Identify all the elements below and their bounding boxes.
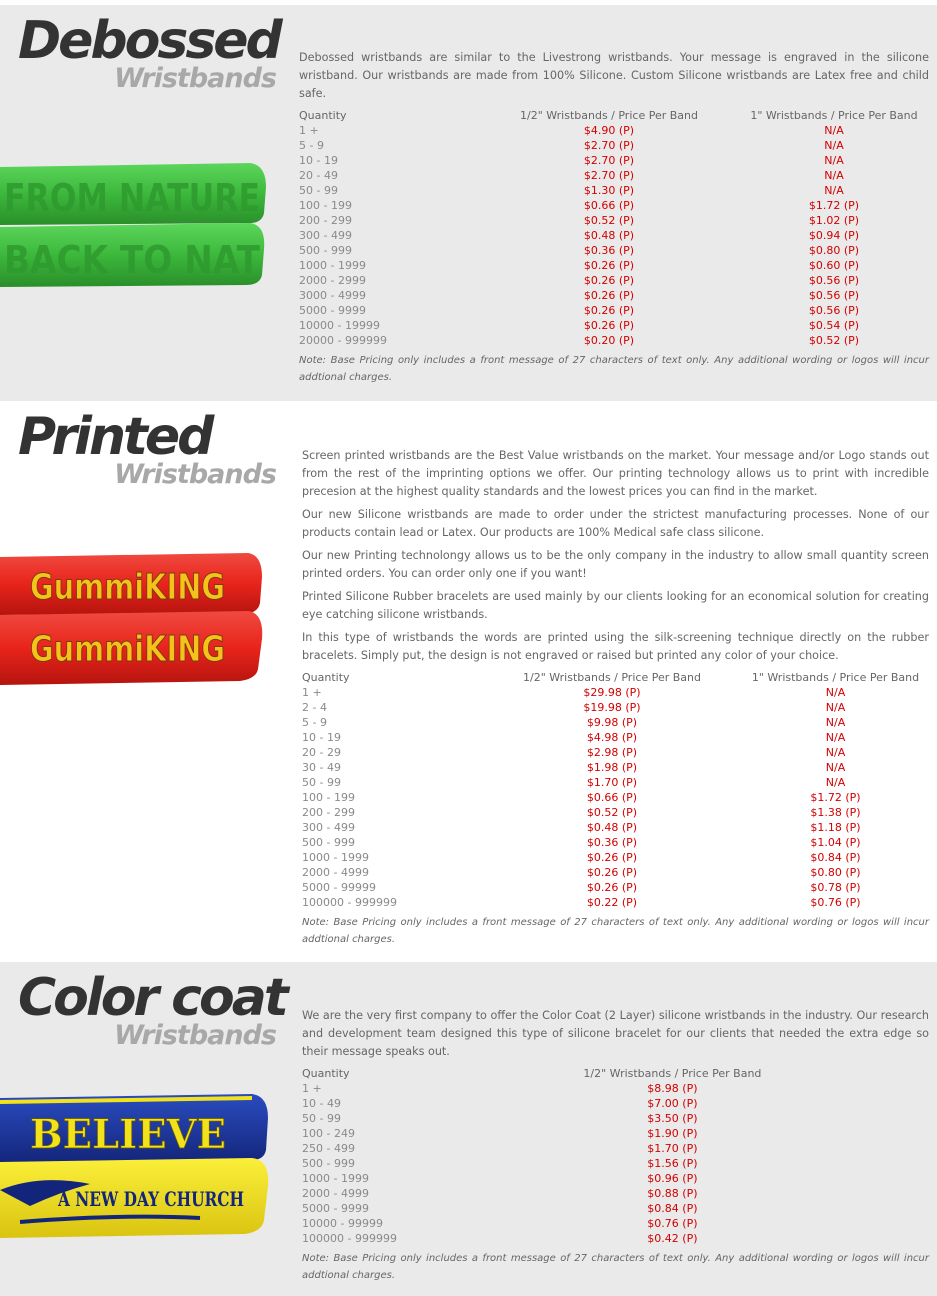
price-table-header [299, 108, 929, 123]
section-color-coat [0, 962, 937, 1296]
price-table-header [302, 670, 929, 685]
description-paragraph: Printed Silicone Rubber bracelets are used mainly by our clients looking for an economical solution for creating eye catching silicone wristbands. [302, 590, 929, 621]
half-inch-price-cell: $0.20 (P) [583, 334, 635, 347]
half-inch-price-cell: $0.76 (P) [647, 1217, 698, 1230]
quantity-cell: 300 - 499 [302, 821, 355, 834]
one-inch-price-cell: N/A [825, 686, 846, 699]
price-table-row [302, 1156, 929, 1171]
half-inch-price-cell: $2.70 (P) [583, 139, 635, 152]
price-table-row [302, 805, 929, 820]
section-subtitle: Wristbands [114, 63, 276, 94]
section-content [302, 447, 929, 948]
price-table-row [302, 850, 929, 865]
quantity-cell: 500 - 999 [299, 244, 352, 257]
half-inch-price-cell: $1.56 (P) [647, 1157, 698, 1170]
quantity-cell: 500 - 999 [302, 836, 355, 849]
quantity-cell: 100 - 249 [302, 1127, 355, 1140]
price-table-row [302, 1096, 929, 1111]
half-inch-price-cell: $1.98 (P) [586, 761, 638, 774]
quantity-cell: 1 + [299, 124, 319, 137]
half-inch-price-cell: $1.90 (P) [647, 1127, 698, 1140]
price-table-row [302, 685, 929, 700]
half-inch-price-cell: $0.26 (P) [583, 304, 635, 317]
price-table-row [299, 333, 929, 348]
price-table-row [302, 730, 929, 745]
price-table-row [302, 1231, 929, 1246]
half-inch-price-cell: $0.26 (P) [586, 866, 638, 879]
one-inch-price-cell: N/A [825, 746, 846, 759]
one-inch-price-cell: N/A [825, 731, 846, 744]
quantity-cell: 3000 - 4999 [299, 289, 366, 302]
section-content [302, 1007, 929, 1284]
half-inch-price-cell: $0.48 (P) [586, 821, 638, 834]
one-inch-price-cell: N/A [825, 776, 846, 789]
quantity-cell: 1000 - 1999 [302, 851, 369, 864]
quantity-cell: 500 - 999 [302, 1157, 355, 1170]
section-subtitle: Wristbands [114, 1020, 276, 1051]
red-wristband-image [0, 549, 270, 694]
half-inch-price-cell: $1.30 (P) [583, 184, 635, 197]
quantity-cell: 20 - 29 [302, 746, 341, 759]
price-table-row [299, 303, 929, 318]
price-table-row [299, 153, 929, 168]
price-table-row [302, 790, 929, 805]
quantity-cell: 100 - 199 [302, 791, 355, 804]
half-inch-price-cell: $0.52 (P) [583, 214, 635, 227]
half-inch-price-cell: $0.66 (P) [583, 199, 635, 212]
quantity-cell: 300 - 499 [299, 229, 352, 242]
header-one-inch: 1" Wristbands / Price Per Band [751, 671, 920, 684]
price-table-row [302, 715, 929, 730]
quantity-cell: 5 - 9 [299, 139, 324, 152]
half-inch-price-cell: $29.98 (P) [583, 686, 641, 699]
pricing-note: Note: Base Pricing only includes a front message of 27 characters of text only. Any additional wording or logos will incur addtional charges. [302, 1253, 929, 1281]
pricing-note: Note: Base Pricing only includes a front message of 27 characters of text only. Any additional wording or logos will incur addtional charges. [299, 355, 929, 383]
one-inch-price-cell: N/A [824, 169, 844, 182]
quantity-cell: 50 - 99 [299, 184, 338, 197]
price-table [302, 1066, 929, 1246]
price-table-row [302, 760, 929, 775]
price-table-row [302, 1186, 929, 1201]
one-inch-price-cell: $0.60 (P) [808, 259, 860, 272]
quantity-cell: 5000 - 9999 [299, 304, 366, 317]
one-inch-price-cell: N/A [825, 701, 846, 714]
section-title: Printed [18, 407, 212, 467]
description-paragraph: Our new Printing technolongy allows us to be the only company in the industry to allow small quantity screen printed orders. You can order only one if you want! [302, 549, 929, 580]
one-inch-price-cell: $1.04 (P) [810, 836, 861, 849]
price-table-row [302, 1081, 929, 1096]
header-one-inch: 1" Wristbands / Price Per Band [750, 109, 918, 122]
one-inch-price-cell: N/A [824, 139, 844, 152]
half-inch-price-cell: $4.98 (P) [586, 731, 638, 744]
half-inch-price-cell: $19.98 (P) [583, 701, 641, 714]
header-half-inch: 1/2" Wristbands / Price Per Band [583, 1067, 762, 1080]
quantity-cell: 10 - 49 [302, 1097, 341, 1110]
header-quantity: Quantity [302, 671, 350, 684]
half-inch-price-cell: $0.26 (P) [583, 319, 635, 332]
price-table-row [302, 700, 929, 715]
half-inch-price-cell: $8.98 (P) [647, 1082, 698, 1095]
half-inch-price-cell: $0.22 (P) [586, 896, 638, 909]
price-table-row [299, 318, 929, 333]
quantity-cell: 200 - 299 [299, 214, 352, 227]
half-inch-price-cell: $0.48 (P) [583, 229, 635, 242]
band-text-top: GummiKING [30, 567, 225, 608]
price-table-row [302, 865, 929, 880]
blue-yellow-wristband-image [0, 1094, 272, 1244]
half-inch-price-cell: $9.98 (P) [586, 716, 638, 729]
price-table-row [299, 168, 929, 183]
half-inch-price-cell: $7.00 (P) [647, 1097, 698, 1110]
quantity-cell: 100000 - 999999 [302, 1232, 397, 1245]
quantity-cell: 50 - 99 [302, 1112, 341, 1125]
half-inch-price-cell: $2.98 (P) [586, 746, 638, 759]
green-wristband-image [0, 157, 270, 297]
price-table-row [302, 1171, 929, 1186]
one-inch-price-cell: $0.78 (P) [810, 881, 861, 894]
price-table-row [302, 775, 929, 790]
quantity-cell: 50 - 99 [302, 776, 341, 789]
price-table-header [302, 1066, 929, 1081]
one-inch-price-cell: $0.56 (P) [808, 289, 860, 302]
price-table-row [299, 183, 929, 198]
quantity-cell: 2000 - 2999 [299, 274, 366, 287]
price-table-row [302, 1111, 929, 1126]
one-inch-price-cell: N/A [824, 154, 844, 167]
half-inch-price-cell: $0.26 (P) [583, 289, 635, 302]
price-table-row [299, 288, 929, 303]
section-printed [0, 401, 937, 962]
one-inch-price-cell: N/A [824, 124, 844, 137]
price-table [299, 108, 929, 348]
one-inch-price-cell: $1.72 (P) [810, 791, 861, 804]
half-inch-price-cell: $3.50 (P) [647, 1112, 698, 1125]
quantity-cell: 2000 - 4999 [302, 866, 369, 879]
price-table-row [299, 258, 929, 273]
price-table-row [302, 895, 929, 910]
quantity-cell: 100 - 199 [299, 199, 352, 212]
one-inch-price-cell: $0.80 (P) [810, 866, 861, 879]
half-inch-price-cell: $0.52 (P) [586, 806, 638, 819]
quantity-cell: 200 - 299 [302, 806, 355, 819]
band-text-bottom: BACK TO NAT [4, 238, 261, 282]
section-debossed [0, 5, 937, 401]
price-table-row [299, 123, 929, 138]
one-inch-price-cell: $0.94 (P) [808, 229, 860, 242]
quantity-cell: 20000 - 999999 [299, 334, 387, 347]
quantity-cell: 10000 - 19999 [299, 319, 380, 332]
one-inch-price-cell: $0.52 (P) [808, 334, 860, 347]
price-table [302, 670, 929, 910]
price-table-row [299, 228, 929, 243]
half-inch-price-cell: $0.26 (P) [583, 259, 635, 272]
section-title: Color coat [18, 968, 286, 1028]
half-inch-price-cell: $1.70 (P) [586, 776, 638, 789]
description-paragraph: In this type of wristbands the words are printed using the silk-screening technique directly on the rubber bracelets. Simply put, the design is not engraved or raised but printed any color of your choice. [302, 631, 929, 662]
price-table-row [302, 880, 929, 895]
quantity-cell: 1000 - 1999 [299, 259, 366, 272]
half-inch-price-cell: $2.70 (P) [583, 169, 635, 182]
half-inch-price-cell: $0.66 (P) [586, 791, 638, 804]
quantity-cell: 5 - 9 [302, 716, 327, 729]
one-inch-price-cell: $0.80 (P) [808, 244, 860, 257]
quantity-cell: 100000 - 999999 [302, 896, 397, 909]
quantity-cell: 2 - 4 [302, 701, 327, 714]
price-table-row [299, 273, 929, 288]
price-table-row [299, 138, 929, 153]
price-table-row [299, 198, 929, 213]
band-text-bottom: A NEW DAY CHURCH [57, 1187, 244, 1211]
price-table-row [302, 835, 929, 850]
quantity-cell: 1 + [302, 686, 322, 699]
quantity-cell: 10 - 19 [302, 731, 341, 744]
band-text-bottom: GummiKING [30, 629, 225, 670]
price-table-row [299, 213, 929, 228]
half-inch-price-cell: $0.26 (P) [586, 881, 638, 894]
header-half-inch: 1/2" Wristbands / Price Per Band [520, 109, 698, 122]
one-inch-price-cell: $0.56 (P) [808, 304, 860, 317]
quantity-cell: 2000 - 4999 [302, 1187, 369, 1200]
section-title: Debossed [18, 11, 280, 71]
pricing-note: Note: Base Pricing only includes a front message of 27 characters of text only. Any additional wording or logos will incur addtional charges. [302, 917, 929, 945]
description-paragraph: Our new Silicone wristbands are made to order under the strictest manufacturing processes. None of our products contain lead or Latex. Our products are 100% Medical safe class silicone. [302, 508, 929, 539]
quantity-cell: 1000 - 1999 [302, 1172, 369, 1185]
half-inch-price-cell: $0.42 (P) [647, 1232, 698, 1245]
section-subtitle: Wristbands [114, 459, 276, 490]
quantity-cell: 5000 - 9999 [302, 1202, 369, 1215]
header-quantity: Quantity [302, 1067, 350, 1080]
price-table-row [299, 243, 929, 258]
one-inch-price-cell: $0.56 (P) [808, 274, 860, 287]
one-inch-price-cell: $0.54 (P) [808, 319, 860, 332]
one-inch-price-cell: $0.76 (P) [810, 896, 861, 909]
half-inch-price-cell: $2.70 (P) [583, 154, 635, 167]
header-half-inch: 1/2" Wristbands / Price Per Band [523, 671, 701, 684]
quantity-cell: 10000 - 99999 [302, 1217, 383, 1230]
price-table-row [302, 1201, 929, 1216]
one-inch-price-cell: N/A [825, 761, 846, 774]
price-table-row [302, 1141, 929, 1156]
one-inch-price-cell: N/A [825, 716, 846, 729]
one-inch-price-cell: $1.02 (P) [808, 214, 860, 227]
half-inch-price-cell: $0.96 (P) [647, 1172, 698, 1185]
description-paragraph: We are the very first company to offer the Color Coat (2 Layer) silicone wristbands in the industry. Our research and development team designed this type of silicone bracelet for our clients that needed the extra edge so their message speaks out. [302, 1009, 929, 1058]
description-paragraph: Screen printed wristbands are the Best Value wristbands on the market. Your message and/or Logo stands out from the rest of the imprinting options we offer. Our printing technology allows us to print with incredible precesion at the highest quality standards and the lowest prices you can find in the market. [302, 449, 929, 498]
description-paragraph: Debossed wristbands are similar to the Livestrong wristbands. Your message is engraved in the silicone wristband. Our wristbands are made from 100% Silicone. Custom Silicone wristbands are Latex free and child safe. [299, 51, 929, 100]
half-inch-price-cell: $0.26 (P) [583, 274, 635, 287]
one-inch-price-cell: $1.18 (P) [810, 821, 861, 834]
price-table-row [302, 745, 929, 760]
half-inch-price-cell: $0.84 (P) [647, 1202, 698, 1215]
one-inch-price-cell: $1.72 (P) [808, 199, 860, 212]
quantity-cell: 1 + [302, 1082, 322, 1095]
price-table-row [302, 1216, 929, 1231]
one-inch-price-cell: $1.38 (P) [810, 806, 861, 819]
half-inch-price-cell: $0.88 (P) [647, 1187, 698, 1200]
quantity-cell: 30 - 49 [302, 761, 341, 774]
quantity-cell: 250 - 499 [302, 1142, 355, 1155]
half-inch-price-cell: $4.90 (P) [583, 124, 635, 137]
one-inch-price-cell: $0.84 (P) [810, 851, 861, 864]
one-inch-price-cell: N/A [824, 184, 844, 197]
band-text-top: BELIEVE [30, 1111, 226, 1158]
header-quantity: Quantity [299, 109, 347, 122]
band-text-top: FROM NATURE [4, 176, 260, 220]
half-inch-price-cell: $0.36 (P) [586, 836, 638, 849]
price-table-row [302, 820, 929, 835]
half-inch-price-cell: $0.26 (P) [586, 851, 638, 864]
quantity-cell: 5000 - 99999 [302, 881, 376, 894]
half-inch-price-cell: $0.36 (P) [583, 244, 635, 257]
price-table-row [302, 1126, 929, 1141]
section-content [299, 49, 929, 386]
half-inch-price-cell: $1.70 (P) [647, 1142, 698, 1155]
quantity-cell: 10 - 19 [299, 154, 338, 167]
quantity-cell: 20 - 49 [299, 169, 338, 182]
